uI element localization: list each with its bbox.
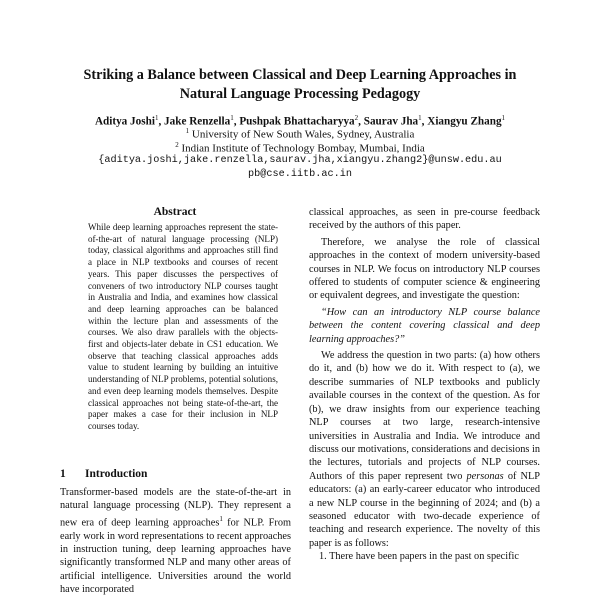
author-affiliation-mark: 1 [418, 114, 422, 122]
author-affiliation-mark: 2 [354, 114, 359, 122]
affiliation-text: Indian Institute of Technology Bombay, Mumbai, India [181, 142, 425, 155]
abstract-text: While deep learning approaches represent the state-of-the-art of natural language processing (NLP) today, classical algorithms and approaches still find a place in NLP textbooks and courses of recent years. This paper discusses the perspectives of conveners of two introductory NLP courses taught in Australia and India, and examines how classical and deep learning approaches can be balanced within the lecture plan and assessments of the courses. We also draw parallels with the objects-first and objects-later debate in CS1 education. We observe that teaching classical approaches adds value to student learning by building an intuitive understanding of NLP problems, potential solutions, and even deep learning models themselves. Despite classical approaches not being state-of-the-art, the paper makes a case for their inclusion in NLP courses today. [88, 222, 278, 431]
list-item: 1. There have been papers in the past on specific [319, 551, 519, 563]
author-name: Xiangyu Zhang [427, 115, 502, 128]
author-list: Aditya Joshi$^1$, Jake Renzella$^1$, Pushpak Bhattacharyya$^2$, Saurav Jha$^1$, Xiangyu Zhang$^1$ [94, 114, 506, 128]
footnote-mark: 1 [219, 514, 223, 523]
section-title: Introduction [85, 468, 148, 480]
author-affiliation-mark: 1 [230, 114, 234, 122]
intro-paragraph [60, 486, 291, 597]
author-name: Pushpak Bhattacharyya [239, 115, 355, 128]
author-affiliation-mark: 1 [154, 114, 159, 122]
intro-text: Transformer-based models are the state-of-the-art in natural language processing (NLP). They represent a new era of deep learning approaches [60, 487, 291, 529]
author-name: Aditya Joshi [94, 115, 155, 128]
email-line-1: {aditya.joshi,jake.renzella,saurav.jha,xiangyu.zhang2}@unsw.edu.au [98, 155, 502, 166]
email-line-2: pb@cse.iitb.ac.in [248, 169, 352, 180]
paragraph-text: We address the question in two parts: (a) how others do it, and (b) how we do it. With respect to (a), we describe summaries of NLP textbooks and publicly available courses in the context of the question. As for (b), we draw insights from our experience teaching NLP courses at two large, research-intensive universities in Australia and India. We introduce and discuss our motivations, considerations and decisions in the lectures, tutorials and projects of NLP courses. Authors of this paper represent two [309, 350, 540, 482]
paragraph: Therefore, we analyse the role of classical approaches in the context of modern university-based courses in NLP. We focus on introductory NLP courses offered to students of computer science & engineering or equivalent degrees, and investigate the question: [309, 236, 540, 302]
section-number: 1 [60, 468, 66, 480]
right-column [309, 206, 540, 564]
author-affiliation-mark: 1 [501, 114, 506, 122]
abstract-heading: Abstract [153, 206, 197, 218]
paragraph [309, 349, 540, 550]
intro-text: for NLP. From early work in word representations to recent approaches in instruction tuning, deep learning approaches have significantly transformed NLP and many other areas of artificial intelligence. Universities around the world have incorporated [60, 517, 291, 596]
paper-title: Striking a Balance between Classical and Deep Learning Approaches in Natural Language Processing Pedagogy [83, 67, 517, 102]
emphasis-text: personas [466, 470, 504, 482]
paragraph: classical approaches, as seen in pre-course feedback received by the authors of this paper. [309, 207, 540, 232]
affiliation-number: 1 [185, 127, 190, 135]
author-name: Jake Renzella [164, 115, 231, 128]
affiliation-number: 2 [175, 141, 179, 149]
paragraph-text: of NLP educators: (a) an early-career educator who introduced a new NLP course in the beginning of 2024; and (b) a seasoned educator with two-decade experience of teaching and research experience. The novelty of this paper is as follows: [309, 470, 540, 549]
research-question: “How can an introductory NLP course balance between the content covering classical and deep learning approaches?” [309, 306, 540, 345]
author-name: Saurav Jha [363, 115, 419, 128]
affiliation-text: University of New South Wales, Sydney, Australia [191, 128, 415, 141]
section-heading [60, 468, 290, 480]
